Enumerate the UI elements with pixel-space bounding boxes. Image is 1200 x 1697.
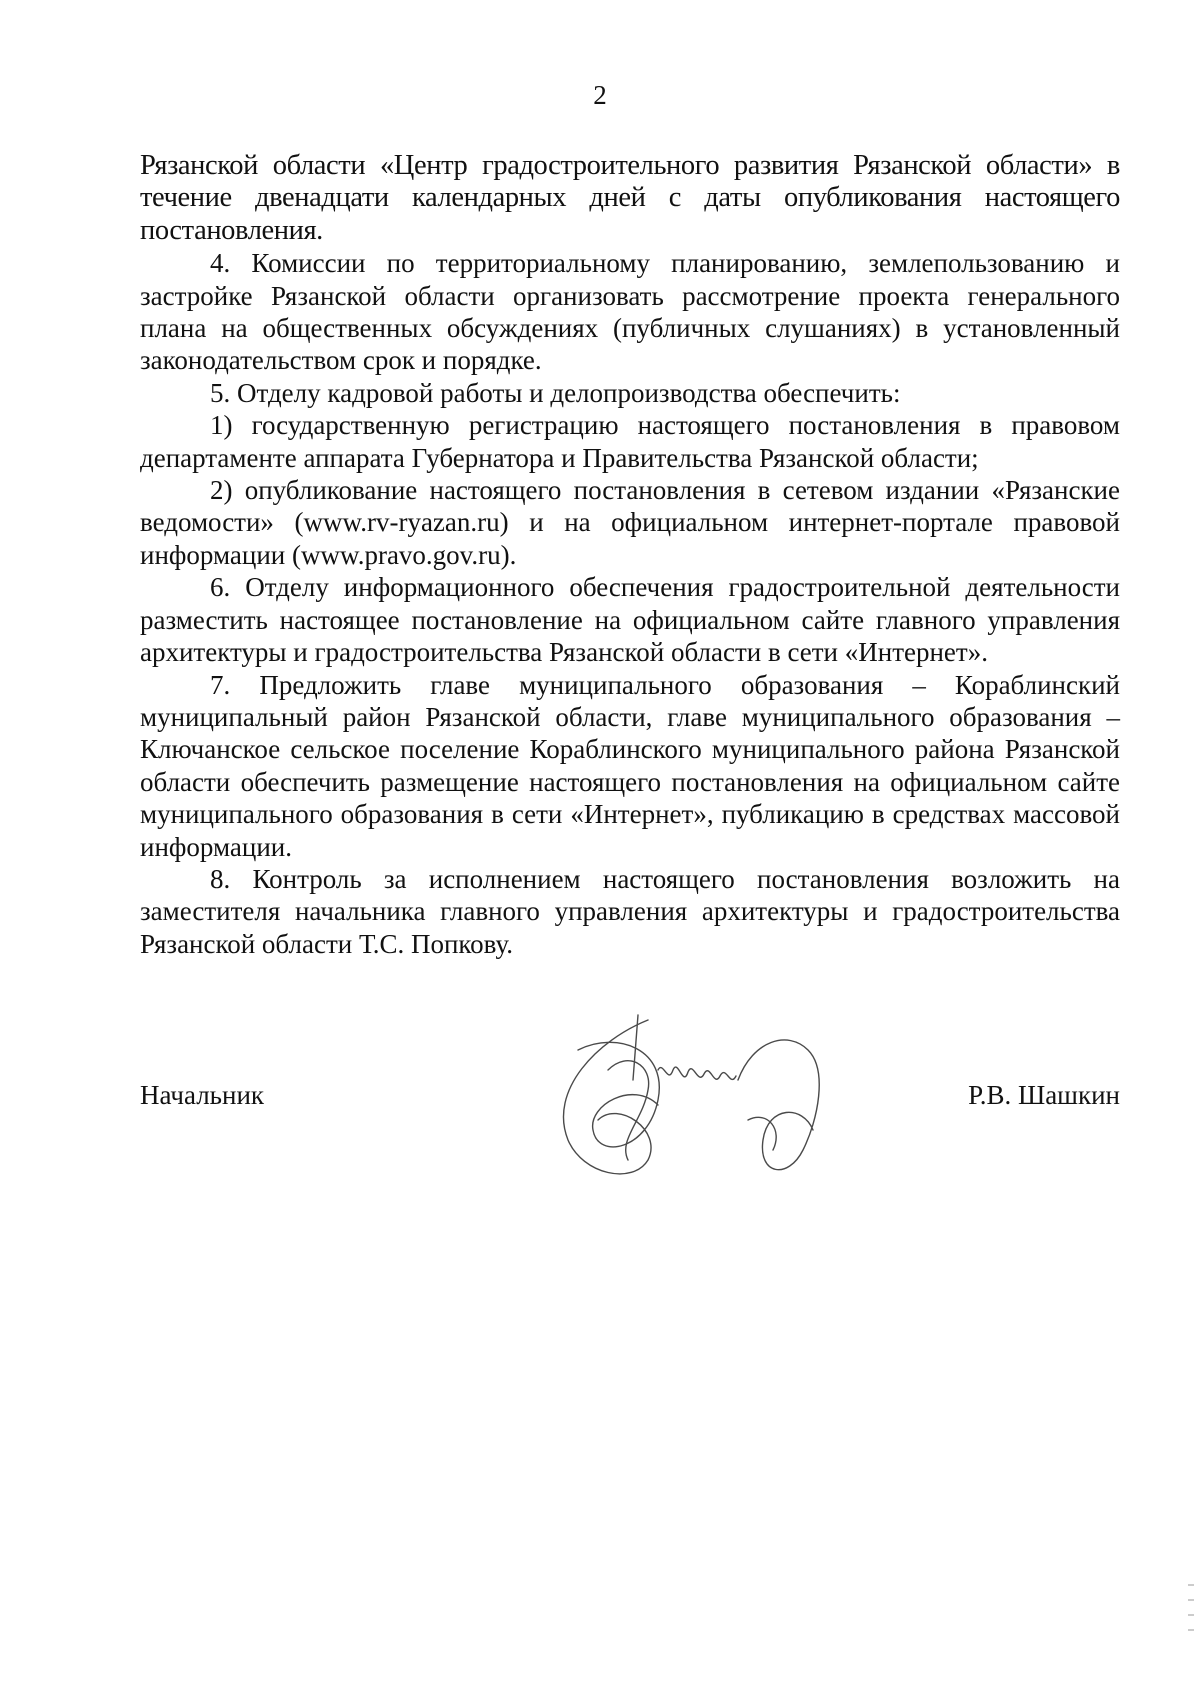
paragraph-subitem-2: 2) опубликование настоящего постановления в сетевом издании «Рязанские ведомости» (www.rv-ryazan.ru) и на официальном интернет-портале правовой информации (www.pravo.gov.ru).	[140, 475, 1120, 570]
handwritten-signature	[538, 1010, 868, 1200]
page-number: 2	[593, 80, 607, 110]
margin-scan-mark	[1186, 1580, 1196, 1640]
paragraph-item-8: 8. Контроль за исполнением настоящего постановления возложить на заместителя начальника главного управления архитектуры и градостроительства Рязанской области Т.С. Попкову.	[140, 863, 1120, 959]
paragraph-item-5: 5. Отделу кадровой работы и делопроизводства обеспечить:	[210, 377, 901, 408]
paragraph-item-4: 4. Комиссии по территориальному планированию, землепользованию и застройке Рязанской области организовать рассмотрение проекта генерального плана на общественных обсуждениях (публичных слушаниях) в установленный законодательством срок и порядке.	[140, 248, 1120, 376]
paragraph-subitem-1: 1) государственную регистрацию настоящего постановления в правовом департаменте аппарата Губернатора и Правительства Рязанской области;	[140, 410, 1120, 473]
paragraph-item-6: 6. Отделу информационного обеспечения градостроительной деятельности разместить настоящее постановление на официальном сайте главного управления архитектуры и градостроительства Рязанской области в сети «Интернет».	[140, 572, 1120, 668]
paragraph-continuation: Рязанской области «Центр градостроительного развития Рязанской области» в течение двенадцати календарных дней с даты опубликования настоящего постановления.	[140, 150, 1120, 246]
signer-title: Начальник	[140, 1080, 265, 1110]
document-body	[140, 150, 1120, 960]
paragraph-item-7: 7. Предложить главе муниципального образования – Кораблинский муниципальный район Рязанской области, главе муниципального образования – Ключанское сельское поселение Кораблинского муниципального района Рязанской области обеспечить размещение настоящего постановления на официальном сайте муниципального образования в сети «Интернет», публикацию в средствах массовой информации.	[140, 669, 1120, 862]
signer-name: Р.В. Шашкин	[968, 1080, 1120, 1110]
